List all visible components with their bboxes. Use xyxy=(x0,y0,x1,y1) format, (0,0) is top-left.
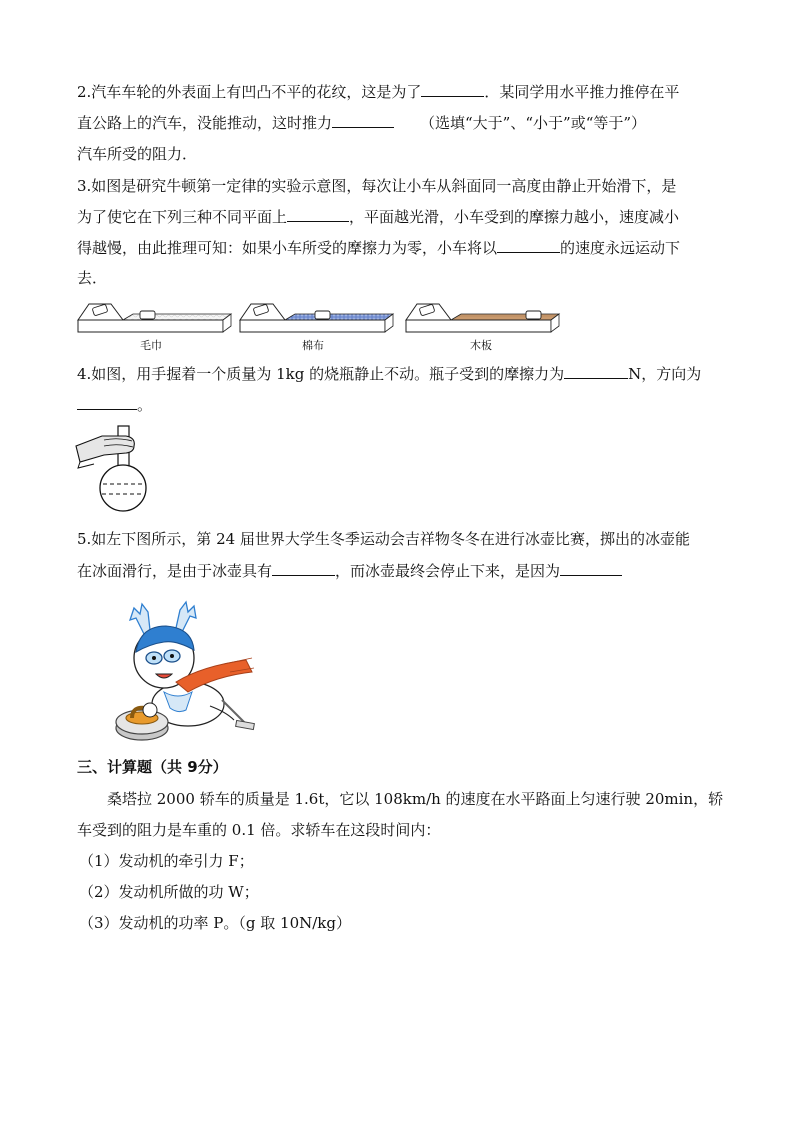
answer-blank[interactable] xyxy=(77,395,137,410)
cart-icon xyxy=(140,311,155,319)
q4-text: 。 xyxy=(137,396,153,414)
calc-paragraph-line1: 桑塔拉 2000 轿车的质量是 1.6t，它以 108km/h 的速度在水平路面上匀速行驶 20min，轿 xyxy=(107,790,724,808)
q2-line3: 汽车所受的阻力． xyxy=(77,145,198,163)
q4-line2 xyxy=(77,395,721,415)
answer-blank[interactable] xyxy=(272,561,335,576)
answer-blank[interactable] xyxy=(421,82,484,97)
q3-text: 的速度永远运动下 xyxy=(560,239,681,257)
calc-paragraph-line2: 车受到的阻力是车重的 0.1 倍。求轿车在这段时间内： xyxy=(77,821,441,839)
q3-line1: 3.如图是研究牛顿第一定律的实验示意图，每次让小车从斜面同一高度由静止开始滑下，是 xyxy=(77,177,677,195)
q5-text: 在冰面滑行，是由于冰壶具有 xyxy=(77,562,273,580)
calc-item-3: （3）发动机的功率 P。（g 取 10N/kg） xyxy=(79,914,352,932)
cart-icon xyxy=(315,311,330,319)
q2-text: 2.汽车车轮的外表面上有凹凸不平的花纹，这是为了 xyxy=(77,83,422,101)
answer-blank[interactable] xyxy=(564,364,628,379)
q3-line4: 去． xyxy=(77,269,108,287)
surface-label-wood: 木板 xyxy=(470,339,492,352)
surface-label-cotton: 棉布 xyxy=(302,339,324,352)
q3-line2 xyxy=(77,207,721,227)
answer-blank[interactable] xyxy=(497,238,560,253)
answer-blank[interactable] xyxy=(332,113,394,128)
calc-item-1: （1）发动机的牵引力 F； xyxy=(79,852,254,870)
q5-line2 xyxy=(77,561,721,581)
q3-line3 xyxy=(77,238,721,258)
surface-label-towel: 毛巾 xyxy=(140,339,162,352)
calc-item-2: （2）发动机所做的功 W； xyxy=(79,883,259,901)
flask-figure xyxy=(74,422,152,514)
q4-text: N，方向为 xyxy=(628,365,702,383)
q3-text: 得越慢，由此推理可知：如果小车所受的摩擦力为零，小车将以 xyxy=(77,239,498,257)
mascot-curling-figure xyxy=(106,600,256,748)
q3-text: ，平面越光滑，小车受到的摩擦力越小，速度减小 xyxy=(349,208,680,226)
q2-text: ．某同学用水平推力推停在平 xyxy=(484,83,680,101)
cart-icon xyxy=(526,311,541,319)
answer-blank[interactable] xyxy=(287,207,349,222)
answer-blank[interactable] xyxy=(560,561,622,576)
q5-text: ，而冰壶最终会停止下来，是因为 xyxy=(335,562,561,580)
ramp-towel xyxy=(78,304,231,332)
q3-text: 为了使它在下列三种不同平面上 xyxy=(77,208,288,226)
q2-text: 直公路上的汽车，没能推动，这时推力 xyxy=(77,114,333,132)
ramp-cotton xyxy=(240,304,393,332)
q5-line1: 5.如左下图所示，第 24 届世界大学生冬季运动会吉祥物冬冬在进行冰壶比赛，掷出的冰壶能 xyxy=(77,530,690,548)
q2-line1 xyxy=(77,82,721,102)
q2-text: （选填“大于”、“小于”或“等于”） xyxy=(420,114,647,132)
section-heading: 三、计算题（共 9分） xyxy=(77,758,228,776)
q4-text: 4.如图，用手握着一个质量为 1kg 的烧瓶静止不动。瓶子受到的摩擦力为 xyxy=(77,365,565,383)
ramp-wood xyxy=(406,304,559,332)
q4-line1 xyxy=(77,364,721,384)
q2-line2 xyxy=(77,113,721,133)
